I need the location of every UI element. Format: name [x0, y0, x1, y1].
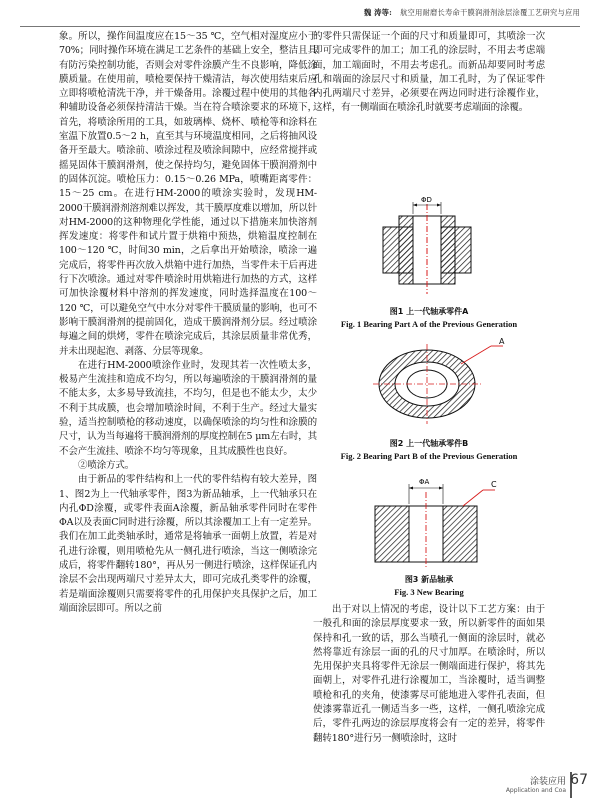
- figure-3-caption-cn: 图3 新品轴承: [404, 575, 454, 584]
- figure-1: [313, 192, 545, 329]
- figure-1-caption-cn: 图1 上一代轴承零件A: [389, 307, 469, 316]
- paragraph: 的零件只需保证一个面的尺寸和质量即可，其喷涂一次即可完成零件的加工；加工孔的涂层时，不用去考虑端面，加工端面时，不用去考虑孔。而新品却要同时考虑孔和端面的涂层尺寸和质量，加工孔时，为了保证零件内孔两端尺寸差异，必须要在两边同时进行涂覆作业，这样，有一侧端面在喷涂孔时就要考虑端面的涂覆。: [313, 31, 545, 114]
- page-number: 67: [570, 772, 588, 788]
- left-column: [59, 30, 317, 770]
- paragraph: 由于新品的零件结构和上一代的零件结构有较大差异，图1、图2为上一代轴承零件，图3为新品轴承，上一代轴承只在内孔ΦD涂覆，或零件表面A涂覆，新品轴承零件同时在零件ΦA以及表面C同时进行涂覆，所以其涂覆加工上有一定差异。我们在加工此类轴承时，通常是将轴承一面朝上放置，若是对孔进行涂覆，则用喷枪先从一侧孔进行喷涂，当这一侧喷涂完成后，将零件翻转180°，再从另一侧进行喷涂，这样保证孔内涂层不会出现两端尺寸差异太大，即可完成孔类零件的涂覆，若是端面涂覆则只需要将零件的孔用保护夹具保护之后，加工端面涂层即可。所以之前: [59, 474, 317, 614]
- figure-3-drawing: [313, 470, 545, 570]
- paragraph: 在进行HM-2000喷涂作业时，发现其若一次性喷太多，极易产生流挂和造成不均匀，所以每遍喷涂的干膜润滑剂的量不能太多，太多易导致流挂，不均匀，但是也不能太少，太少不利于其成膜，也会增加喷涂时间，不利于生产。经过大量实验，适当控制喷枪的移动速度，以确保喷涂的均匀性和涂膜的尺寸，认为当每遍将干膜润滑剂的厚度控制在5 μm左右时，其不会产生流挂、喷涂不均匀等现象，且其成膜性也良好。: [59, 359, 317, 457]
- figure-3: [313, 470, 545, 597]
- running-header: [20, 8, 580, 24]
- figure-2-caption-en: Fig. 2 Bearing Part B of the Previous Generation: [340, 451, 518, 461]
- dim-label-a: ΦA: [419, 478, 430, 486]
- dim-label-d: ΦD: [421, 196, 432, 204]
- header-title: 航空用耐磨长寿命干膜润滑剂涂层涂覆工艺研究与应用: [400, 8, 580, 17]
- journal-name-en: Application and Coa: [505, 787, 566, 794]
- right-column-top: [313, 30, 545, 200]
- label-c: C: [491, 480, 497, 489]
- figure-3-caption-en: Fig. 3 New Bearing: [394, 587, 464, 597]
- figure-2-drawing: [313, 334, 545, 434]
- figure-2: [313, 334, 545, 461]
- label-a: A: [499, 337, 505, 346]
- paragraph: 出于对以上情况的考虑，设计以下工艺方案：由于一般孔和面的涂层厚度要求一致，所以新零件的面如果保持和孔一致的话，那么当喷孔一侧面的涂层时，就必然将靠近有涂层一面的孔的尺寸加厚。在喷涂时，所以先用保护夹具将零件无涂层一侧端面进行保护，将其先面朝上，对零件孔进行涂覆加工，当涂覆时，适当调整喷枪和孔的夹角，使漆雾尽可能地进入零件孔表面，但使漆雾靠近孔一侧适当多一些，这样，一侧孔喷涂完成后，零件孔两边的涂层厚度将会有一定的差异，将零件翻转180°进行另一侧喷涂时，这时: [313, 604, 545, 744]
- header-rule: [20, 26, 580, 27]
- figure-1-drawing: [313, 192, 545, 302]
- header-author: 魏 涛等:: [363, 8, 393, 17]
- paragraph: 象。所以，操作间温度应在15～35 ℃，空气相对湿度应小于70%；同时操作环境在满足工艺条件的基础上安全，整洁且具有防污染控制功能，否则会对零件涂膜产生不良影响，降低涂膜质量。在使用前，喷枪要保持干燥清洁，每次使用结束后应立即将喷枪清洗干净，并干燥备用。涂覆过程中使用的其他各种辅助设备必须保持清洁干燥。当在符合喷涂要求的环境下，首先，将喷涂所用的工具，如玻璃棒、烧杯、喷枪等和涂料在室温下放置0.5～2 h，直至其与环境温度相同，之后将抽风设备开至最大。喷涂前、喷涂过程及喷涂间隙中，应经常搅拌或摇晃固体干膜润滑剂，使之保持均匀，避免固体干膜润滑剂中的固体沉淀。喷枪压力：0.15～0.26 MPa，喷嘴距离零件：15～25 cm。在进行HM-2000的喷涂实验时，发现HM-2000干膜润滑剂溶剂难以挥发，其干膜厚度难以增加，所以针对HM-2000的这种物理化学性能，通过以下措施来加快溶剂挥发速度：将零件和试片置于烘箱中预热，烘箱温度控制在100～120 ℃，时间30 min，之后拿出开始喷涂，喷涂一遍完成后，将零件再次放入烘箱中进行加热，当零件未干后再进行下次喷涂。通过对零件喷涂时用烘箱进行加热的方式，这样可加快涂覆材料中溶剂的挥发速度，同时选择温度在100～120 ℃，可以避免空气中水分对零件干膜质量的影响，也可不影响干膜润滑剂的提前固化，造成干膜润滑剂分层。经过喷涂每遍之间的烘烤，零件在喷涂完成后，其涂层质量非常优秀，并未出现起泡、剥落、分层等现象。: [59, 31, 317, 357]
- journal-name: 涂装应用: [529, 777, 566, 787]
- figure-2-caption-cn: 图2 上一代轴承零件B: [389, 439, 469, 448]
- footer: [505, 772, 588, 794]
- figure-1-caption-en: Fig. 1 Bearing Part A of the Previous Generation: [340, 319, 518, 329]
- paragraph: ②喷涂方式。: [78, 459, 135, 471]
- right-column-bottom: [313, 603, 545, 783]
